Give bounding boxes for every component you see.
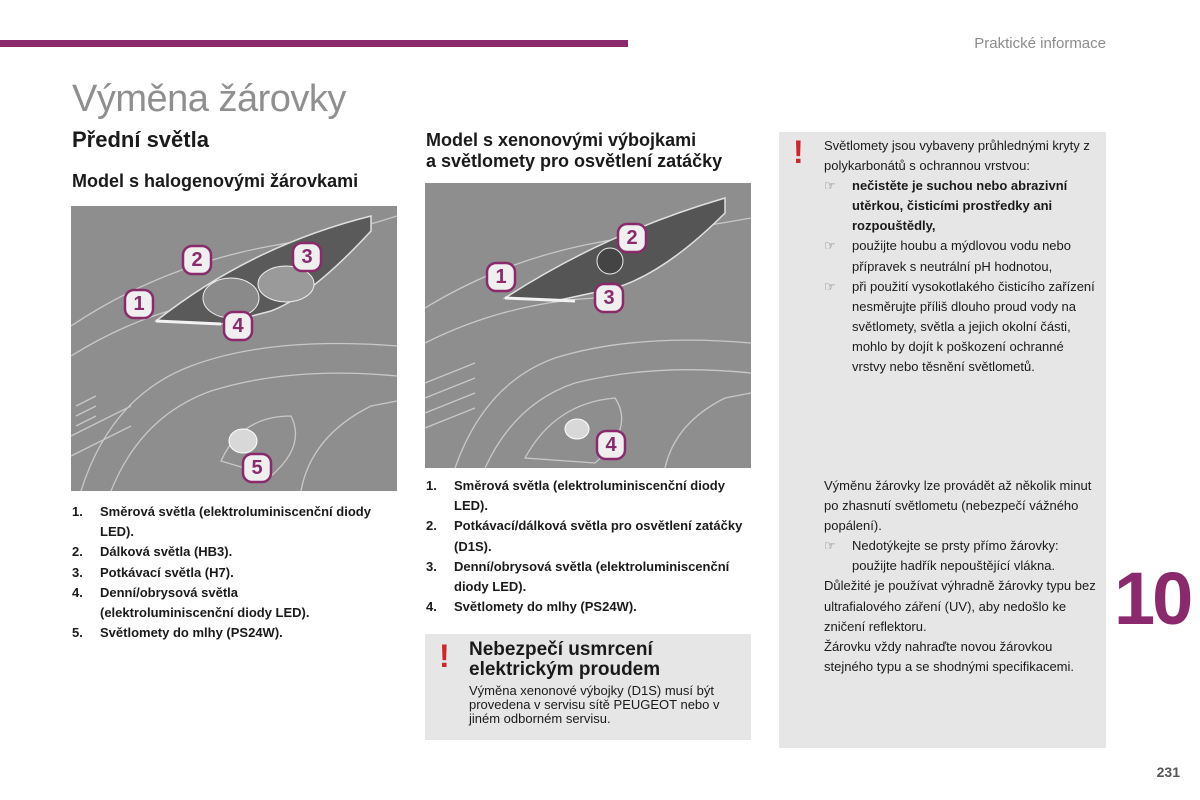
legend-text: Dálková světla (HB3). [100, 544, 233, 560]
pointing-hand-icon: ☞ [824, 278, 836, 294]
sidebar-para-3: Žárovku vždy nahraďte novou žárovkou stejného typu a se shodnými specifikacemi. [824, 638, 1075, 674]
legend-item [426, 557, 746, 597]
section-name: Praktické informace [974, 35, 1106, 52]
legend-number: 1. [426, 478, 437, 493]
page-title: Výměna žárovky [72, 78, 346, 120]
legend-item [426, 476, 746, 516]
header-accent-bar [0, 40, 628, 47]
callout-label: 5 [251, 457, 263, 479]
callout-label: 4 [232, 315, 244, 337]
sidebar-info-block [824, 476, 1099, 677]
callout-4 [595, 429, 627, 461]
halogen-legend [72, 502, 372, 643]
legend-text: Směrová světla (elektroluminiscenční diody LED). [100, 504, 371, 540]
legend-item [72, 502, 372, 542]
callout-label: 4 [605, 434, 617, 456]
legend-text: Světlomety do mlhy (PS24W). [454, 599, 637, 615]
danger-notice [425, 634, 751, 740]
legend-text: Denní/obrysová světla (elektroluminiscenční diody LED). [454, 558, 730, 595]
legend-text: Denní/obrysová světla (elektroluminiscenční diody LED). [100, 584, 310, 621]
callout-label: 2 [191, 249, 203, 271]
legend-text: Směrová světla (elektroluminiscenční diody LED). [454, 478, 725, 514]
sidebar-bullet [824, 277, 1099, 377]
pointing-hand-icon: ☞ [824, 178, 836, 194]
callout-4 [222, 310, 254, 342]
sidebar-para-2: Důležité je používat výhradně žárovky typu bez ultrafialového záření (UV), aby nedošlo ke zničení reflektoru. [824, 578, 1096, 634]
callout-3 [593, 282, 625, 314]
pointing-hand-icon: ☞ [824, 538, 836, 554]
callout-1 [485, 261, 517, 293]
legend-item [72, 542, 372, 562]
sidebar-bullet [824, 236, 1099, 276]
callout-1 [123, 288, 155, 320]
sidebar-bullet [824, 536, 1099, 576]
callout-label: 2 [626, 227, 638, 249]
legend-item [426, 597, 746, 617]
legend-number: 4. [72, 584, 83, 600]
legend-number: 3. [72, 564, 83, 580]
halogen-heading: Model s halogenovými žárovkami [72, 171, 359, 191]
chapter-number: 10 [1114, 557, 1191, 640]
callout-label: 3 [301, 246, 313, 268]
xenon-headlamp-illustration [425, 183, 751, 468]
xenon-legend [426, 476, 746, 617]
sidebar-bullet [824, 176, 1099, 236]
callout-3 [291, 241, 323, 273]
sidebar-warning-block [824, 136, 1099, 377]
bullet-text: nečistěte je suchou nebo abrazivní utěrkou, čisticími prostředky ani rozpouštědly, [852, 178, 1068, 234]
danger-title: Nebezpečí usmrcení elektrickým proudem [469, 639, 661, 680]
legend-number: 2. [72, 544, 83, 560]
bullet-text: Nedotýkejte se prsty přímo žárovky: použijte hadřík nepouštějící vlákna. [852, 538, 1059, 574]
car-front-drawing [71, 206, 397, 491]
warning-icon: ! [439, 638, 450, 674]
pointing-hand-icon: ☞ [824, 238, 836, 254]
callout-label: 1 [495, 266, 507, 288]
bullet-text: při použití vysokotlakého čisticího zařízení nesměrujte příliš dlouho proud vody na světlomety, světla a jejich okolní části, mohlo by dojít k poškození ochranné vrstvy nebo těsnění světlometů. [852, 278, 1095, 375]
callout-label: 3 [603, 287, 615, 309]
callout-2 [616, 222, 648, 254]
car-front-drawing [425, 183, 751, 468]
legend-item [72, 623, 372, 643]
legend-number: 5. [72, 625, 83, 641]
warning-icon: ! [793, 134, 804, 170]
halogen-headlamp-illustration [71, 206, 397, 491]
xenon-heading-line2: a světlomety pro osvětlení zatáčky [426, 151, 723, 171]
danger-text: Výměna xenonové výbojky (D1S) musí být provedena v servisu sítě PEUGEOT nebo v jiném odborném servisu. [469, 683, 720, 726]
legend-text: Potkávací/dálková světla pro osvětlení zatáčky (D1S). [454, 518, 743, 554]
sidebar-notice [779, 132, 1106, 748]
legend-item [426, 516, 746, 556]
page-number: 231 [1156, 764, 1180, 780]
bullet-text: použijte houbu a mýdlovou vodu nebo přípravek s neutrální pH hodnotou, [852, 238, 1071, 274]
sidebar-intro: Světlomety jsou vybaveny průhlednými kryty z polykarbonátů s ochrannou vrstvou: [824, 138, 1090, 174]
legend-number: 4. [426, 599, 437, 615]
callout-2 [181, 244, 213, 276]
legend-text: Potkávací světla (H7). [100, 564, 234, 580]
callout-label: 1 [133, 293, 145, 315]
section-heading: Přední světla [72, 127, 209, 152]
legend-text: Světlomety do mlhy (PS24W). [100, 625, 283, 641]
legend-number: 1. [72, 504, 83, 519]
sidebar-para-1: Výměnu žárovky lze provádět až několik minut po zhasnutí světlometu (nebezpečí vážného popálení). [824, 478, 1092, 534]
legend-number: 2. [426, 518, 437, 534]
xenon-heading-line1: Model s xenonovými výbojkami [426, 130, 697, 150]
legend-item [72, 563, 372, 583]
legend-number: 3. [426, 558, 437, 574]
callout-5 [241, 452, 273, 484]
legend-item [72, 583, 372, 623]
